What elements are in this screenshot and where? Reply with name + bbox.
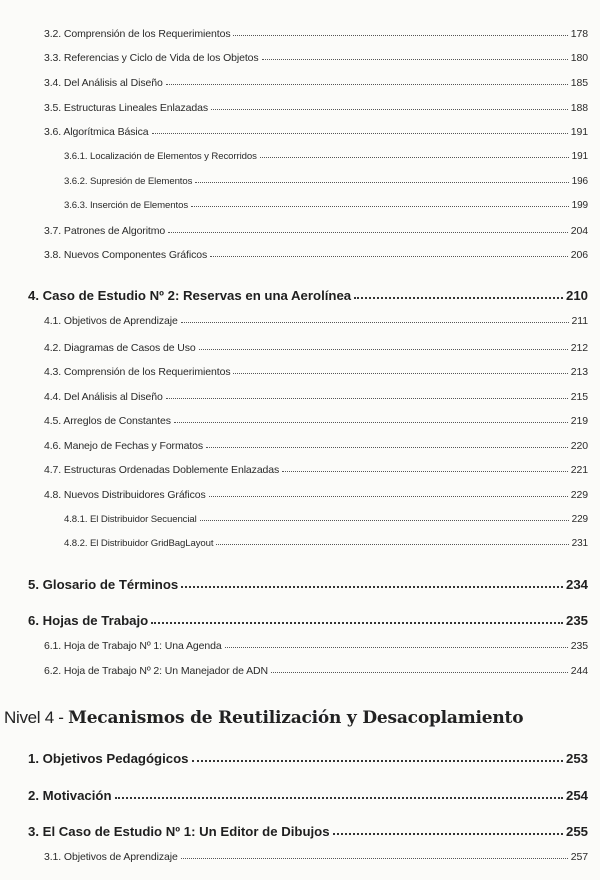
toc-chapter-page: 253: [565, 751, 588, 766]
toc-entry-title: 3.5. Estructuras Lineales Enlazadas: [44, 102, 209, 114]
toc-entry-3-5[interactable]: [44, 102, 588, 114]
toc-entry-6-2[interactable]: [44, 665, 588, 677]
toc-chapter-6[interactable]: [28, 613, 588, 628]
toc-entry-title: 3.1. Objetivos de Aprendizaje: [44, 851, 178, 863]
toc-entry-3-6-1[interactable]: [64, 151, 588, 162]
toc-chapter-page: 234: [565, 577, 588, 592]
toc-entry-title: 3.4. Del Análisis al Diseño: [44, 77, 163, 89]
toc-entry-title: 4.8.1. El Distribuidor Secuencial: [64, 514, 197, 525]
dot-leader: [181, 586, 563, 588]
toc-chapter-title: 1. Objetivos Pedagógicos: [28, 751, 189, 766]
dot-leader: [181, 858, 568, 859]
toc-entry-page: 180: [570, 52, 588, 64]
level-title: Mecanismos de Reutilización y Desacoplamiento: [68, 708, 524, 728]
dot-leader: [151, 622, 563, 624]
toc-chapter-title: 5. Glosario de Términos: [28, 577, 179, 592]
toc-entry-title: 4.6. Manejo de Fechas y Formatos: [44, 440, 204, 452]
toc-entry-page: 231: [571, 538, 588, 549]
toc-level4-chapter-1[interactable]: [28, 751, 588, 766]
toc-entry-page: 196: [571, 176, 588, 187]
toc-entry-page: 244: [570, 665, 588, 677]
toc-entry-3-7[interactable]: [44, 225, 588, 237]
dot-leader: [233, 373, 567, 374]
toc-entry-6-1[interactable]: [44, 640, 588, 652]
toc-entry-page: 204: [570, 225, 588, 237]
toc-entry-title: 3.8. Nuevos Componentes Gráficos: [44, 249, 208, 261]
dot-leader: [260, 157, 569, 158]
toc-entry-3-8[interactable]: [44, 249, 588, 261]
dot-leader: [211, 109, 568, 110]
toc-entry-page: 206: [570, 249, 588, 261]
dot-leader: [271, 672, 568, 673]
toc-entry-page: 215: [570, 391, 588, 403]
toc-level4-entry-3-1[interactable]: [44, 851, 588, 863]
toc-chapter-title: 3. El Caso de Estudio Nº 1: Un Editor de Dibujos: [28, 824, 330, 839]
dot-leader: [209, 496, 568, 497]
toc-entry-3-3[interactable]: [44, 52, 588, 64]
toc-entry-page: 188: [570, 102, 588, 114]
toc-chapter-page: 235: [565, 613, 588, 628]
dot-leader: [174, 422, 568, 423]
toc-entry-3-4[interactable]: [44, 77, 588, 89]
toc-entry-title: 4.1. Objetivos de Aprendizaje: [44, 315, 178, 327]
toc-entry-title: 4.8.2. El Distribuidor GridBagLayout: [64, 538, 214, 549]
dot-leader: [115, 797, 563, 799]
dot-leader: [168, 232, 568, 233]
dot-leader: [282, 471, 568, 472]
toc-entry-page: 235: [570, 640, 588, 652]
toc-chapter-4[interactable]: [28, 288, 588, 303]
dot-leader: [181, 322, 569, 323]
toc-entry-3-2[interactable]: [44, 28, 588, 40]
toc-entry-4-5[interactable]: [44, 415, 588, 427]
toc-level4-chapter-2[interactable]: [28, 788, 588, 803]
dot-leader: [262, 59, 568, 60]
toc-entry-4-8-2[interactable]: [64, 538, 588, 549]
toc-chapter-5[interactable]: [28, 577, 588, 592]
toc-entry-4-6[interactable]: [44, 440, 588, 452]
toc-entry-title: 3.6. Algorítmica Básica: [44, 126, 149, 138]
toc-chapter-title: 2. Motivación: [28, 788, 112, 803]
toc-entry-4-3[interactable]: [44, 366, 588, 378]
toc-entry-title: 3.3. Referencias y Ciclo de Vida de los Objetos: [44, 52, 259, 64]
toc-entry-title: 4.3. Comprensión de los Requerimientos: [44, 366, 231, 378]
toc-entry-title: 3.6.1. Localización de Elementos y Recorridos: [64, 151, 257, 162]
toc-entry-page: 257: [570, 851, 588, 863]
toc-entry-4-1[interactable]: [44, 315, 588, 327]
toc-entry-title: 4.4. Del Análisis al Diseño: [44, 391, 163, 403]
toc-chapter-title: 6. Hojas de Trabajo: [28, 613, 149, 628]
toc-entry-page: 229: [570, 489, 588, 501]
dot-leader: [216, 544, 568, 545]
toc-entry-3-6-3[interactable]: [64, 200, 588, 211]
level-prefix: Nivel 4 -: [4, 708, 69, 727]
toc-entry-title: 4.8. Nuevos Distribuidores Gráficos: [44, 489, 206, 501]
toc-entry-page: 211: [571, 315, 588, 327]
toc-entry-page: 191: [571, 151, 588, 162]
toc-entry-page: 191: [570, 126, 588, 138]
level-heading: [4, 708, 594, 728]
toc-chapter-title: 4. Caso de Estudio Nº 2: Reservas en una Aerolínea: [28, 288, 352, 303]
toc-entry-page: 185: [570, 77, 588, 89]
toc-entry-title: 4.5. Arreglos de Constantes: [44, 415, 171, 427]
toc-chapter-page: 254: [565, 788, 588, 803]
toc-entry-page: 219: [570, 415, 588, 427]
toc-entry-page: 178: [570, 28, 588, 40]
dot-leader: [225, 647, 568, 648]
toc-entry-page: 221: [570, 464, 588, 476]
toc-entry-title: 3.2. Comprensión de los Requerimientos: [44, 28, 231, 40]
toc-entry-title: 6.1. Hoja de Trabajo Nº 1: Una Agenda: [44, 640, 222, 652]
dot-leader: [166, 398, 568, 399]
dot-leader: [195, 182, 568, 183]
toc-entry-title: 3.7. Patrones de Algoritmo: [44, 225, 166, 237]
toc-entry-4-8-1[interactable]: [64, 514, 588, 525]
toc-entry-4-7[interactable]: [44, 464, 588, 476]
toc-chapter-page: 210: [565, 288, 588, 303]
dot-leader: [199, 349, 568, 350]
toc-entry-4-4[interactable]: [44, 391, 588, 403]
toc-entry-4-8[interactable]: [44, 489, 588, 501]
toc-entry-title: 3.6.2. Supresión de Elementos: [64, 176, 193, 187]
dot-leader: [166, 84, 568, 85]
dot-leader: [210, 256, 568, 257]
dot-leader: [354, 297, 563, 299]
toc-entry-title: 4.7. Estructuras Ordenadas Doblemente Enlazadas: [44, 464, 280, 476]
toc-entry-page: 220: [570, 440, 588, 452]
toc-entry-page: 212: [570, 342, 588, 354]
toc-entry-4-2[interactable]: [44, 342, 588, 354]
dot-leader: [333, 833, 563, 835]
toc-chapter-page: 255: [565, 824, 588, 839]
toc-entry-title: 3.6.3. Inserción de Elementos: [64, 200, 189, 211]
toc-entry-3-6[interactable]: [44, 126, 588, 138]
toc-entry-3-6-2[interactable]: [64, 176, 588, 187]
dot-leader: [192, 760, 563, 762]
dot-leader: [233, 35, 567, 36]
dot-leader: [191, 206, 569, 207]
toc-entry-page: 213: [570, 366, 588, 378]
dot-leader: [200, 520, 569, 521]
toc-entry-title: 4.2. Diagramas de Casos de Uso: [44, 342, 196, 354]
toc-entry-page: 199: [571, 200, 588, 211]
toc-level4-chapter-3[interactable]: [28, 824, 588, 839]
toc-entry-title: 6.2. Hoja de Trabajo Nº 2: Un Manejador de ADN: [44, 665, 268, 677]
toc-entry-page: 229: [571, 514, 588, 525]
dot-leader: [152, 133, 568, 134]
dot-leader: [206, 447, 568, 448]
